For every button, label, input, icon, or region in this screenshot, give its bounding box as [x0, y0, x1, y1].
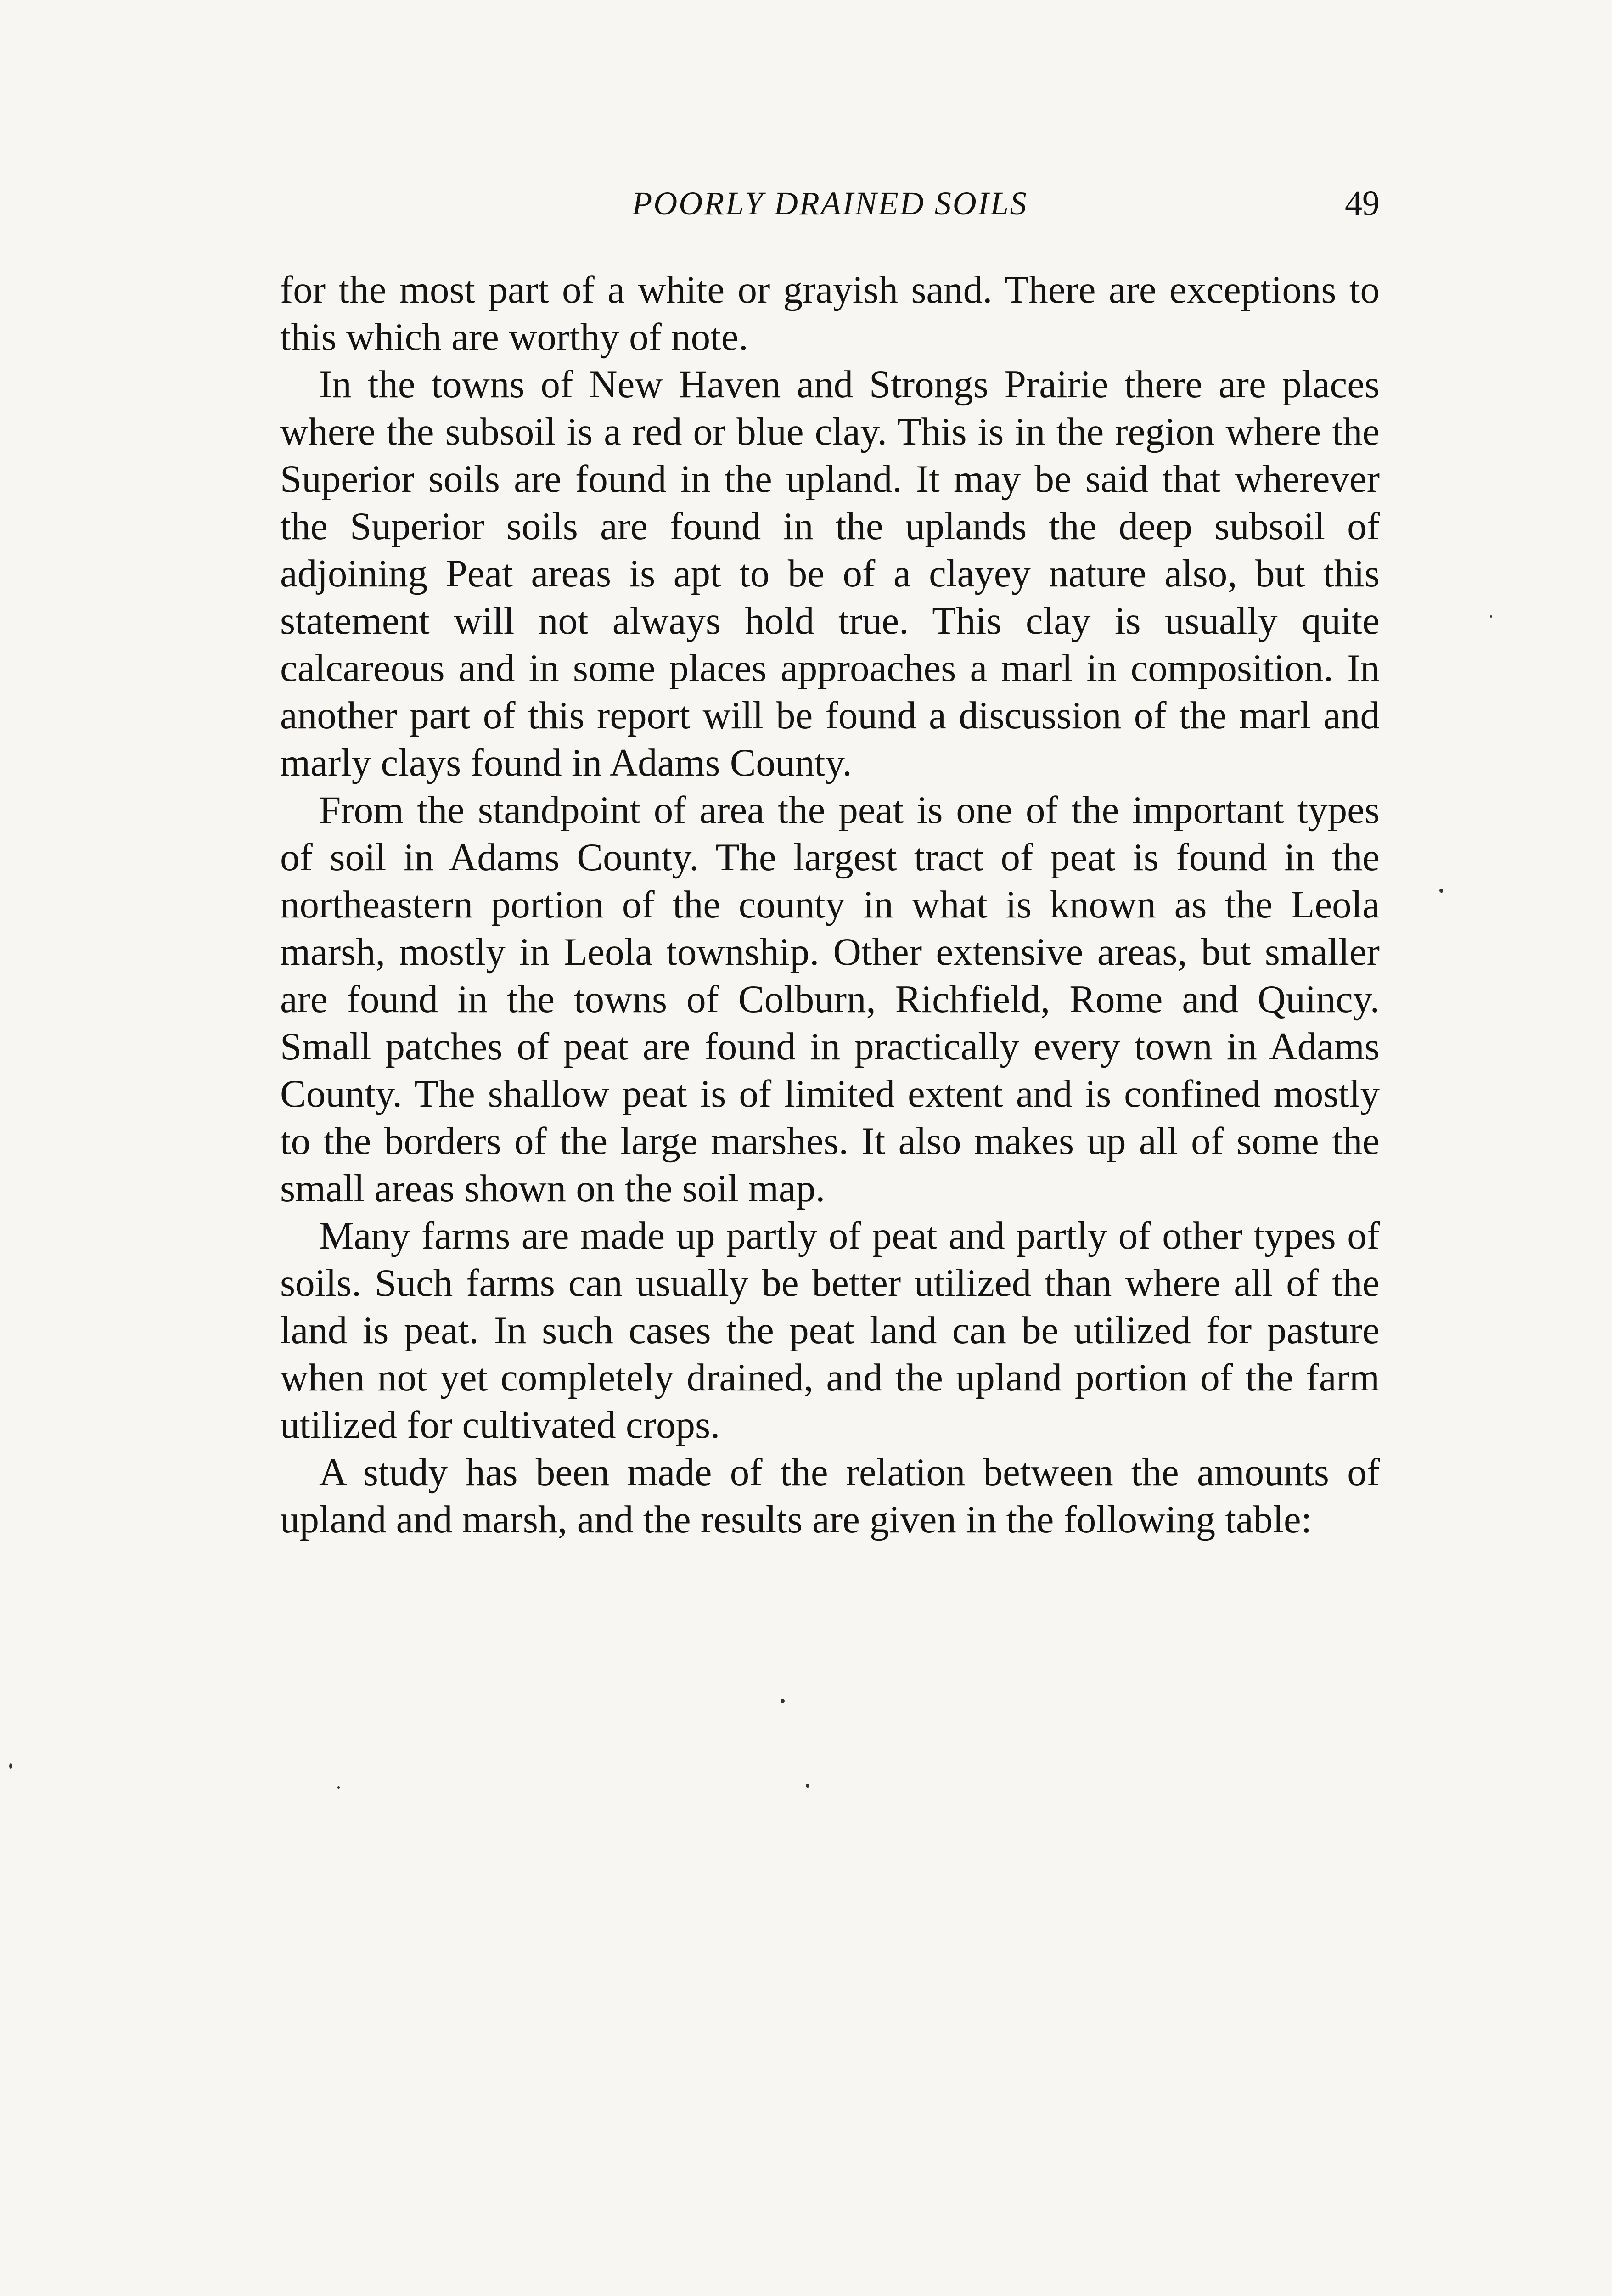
scan-speck	[781, 1699, 785, 1703]
scan-speck	[1439, 889, 1443, 893]
scan-speck	[806, 1784, 809, 1788]
running-title: POORLY DRAINED SOILS	[632, 185, 1028, 222]
page-number: 49	[1345, 184, 1380, 223]
scan-speck	[9, 1763, 12, 1769]
paragraph-clay-subsoil: In the towns of New Haven and Strongs Prairie there are places where the subsoil is a red or blue clay. This is in the region where the Superior soils are found in the upland. It may be said that wherever the Superior soils are found in the uplands the deep subsoil of adjoining Peat areas is apt to be of a clayey nature also, but this statement will not always hold true. This clay is usually quite calcareous and in some places approaches a marl in composition. In another part of this report will be found a discussion of the marl and marly clays found in Adams County.	[280, 363, 1380, 784]
scan-speck	[337, 1786, 340, 1789]
paragraph-continuation: for the most part of a white or grayish sand. There are exceptions to this which are worthy of note.	[280, 268, 1380, 359]
scan-speck	[1490, 615, 1492, 618]
body-text	[280, 266, 1380, 1543]
paragraph-mixed-farms: Many farms are made up partly of peat and partly of other types of soils. Such farms can usually be better utilized than where all of the land is peat. In such cases the peat land can be utilized for pasture when not yet completely drained, and the upland portion of the farm utilized for cultivated crops.	[280, 1214, 1380, 1446]
running-header	[280, 178, 1380, 233]
paragraph-table-intro: A study has been made of the relation between the amounts of upland and marsh, and the results are given in the following table:	[280, 1451, 1380, 1541]
paragraph-peat-area: From the standpoint of area the peat is one of the important types of soil in Adams County. The largest tract of peat is found in the northeastern portion of the county in what is known as the Leola marsh, mostly in Leola township. Other extensive areas, but smaller are found in the towns of Colburn, Richfield, Rome and Quincy. Small patches of peat are found in practically every town in Adams County. The shallow peat is of limited extent and is confined mostly to the borders of the large marshes. It also makes up all of some the small areas shown on the soil map.	[280, 788, 1380, 1210]
